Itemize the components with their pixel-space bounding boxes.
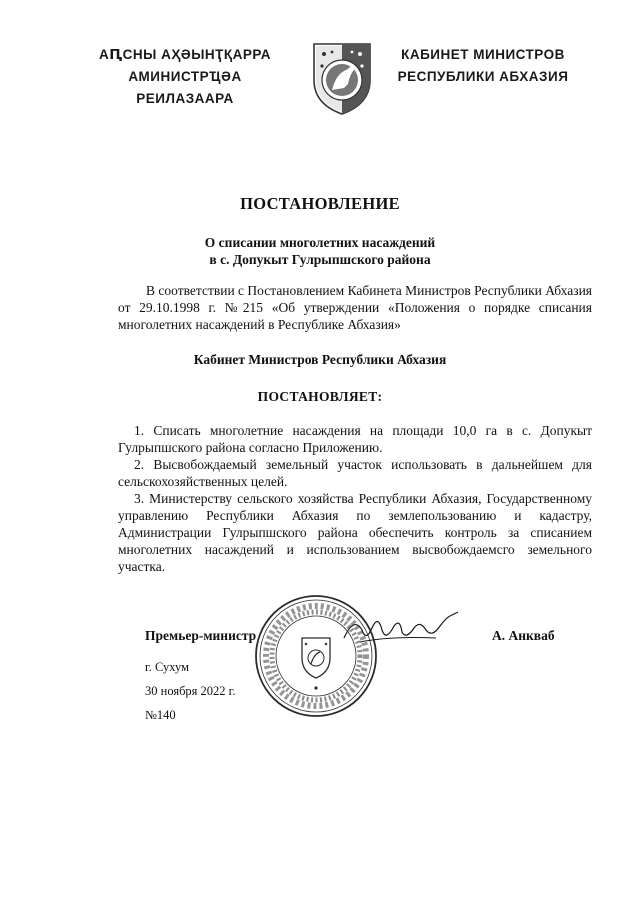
header-right-line2: РЕСПУБЛИКИ АБХАЗИЯ — [397, 69, 569, 84]
header-right — [388, 44, 578, 88]
subject-line1: О списании многолетних насаждений — [204, 235, 436, 250]
header-left — [80, 44, 290, 110]
issue-date: 30 ноября 2022 г. — [145, 684, 236, 698]
decrees-heading: ПОСТАНОВЛЯЕТ: — [257, 389, 383, 404]
document-number: №140 — [145, 708, 176, 722]
document-subject — [0, 234, 640, 268]
signatory-title: Премьер-министр — [145, 628, 257, 643]
header-right-line1: КАБИНЕТ МИНИСТРОВ — [401, 47, 565, 62]
header-left-line2: АМИНИСТРҴӘА РЕИЛАЗААРА — [128, 69, 242, 106]
decree-item-3: 3. Министерству сельского хозяйства Республики Абхазия, Государственному управлению Республики Абхазия по землепользованию и кадастру, Администрации Гулрыпшского района обеспечить контроль за списанием многолетних насаждений и использованием высвобождаемсго земельного участка. — [118, 491, 592, 574]
decree-items — [118, 422, 592, 575]
header-left-line1: АԤСНЫ АҲӘЫНҬҚАРРА — [99, 47, 271, 62]
decree-item-2: 2. Высвобождаемый земельный участок использовать в дальнейшем для сельскохозяйственных целей. — [118, 457, 592, 489]
preamble-paragraph: В соответствии с Постановлением Кабинета Министров Республики Абхазия от 29.10.1998 г. №215 «Об утверждении «Положения о порядке списания многолетних насаждений в Республике Абхазия» — [118, 283, 592, 332]
subject-line2: в с. Допукыт Гулрыпшского района — [209, 252, 431, 267]
state-emblem-icon — [310, 40, 374, 116]
signatory-name: А. Анкваб — [492, 628, 555, 643]
cabinet-heading: Кабинет Министров Республики Абхазия — [193, 352, 447, 367]
decree-item-1: 1. Списать многолетние насаждения на площади 10,0 га в с. Допукыт Гулрыпшского района согласно Приложению. — [118, 423, 592, 455]
document-title: ПОСТАНОВЛЕНИЕ — [240, 194, 400, 213]
place-of-issue: г. Сухум — [145, 660, 190, 674]
handwritten-signature — [340, 608, 462, 650]
